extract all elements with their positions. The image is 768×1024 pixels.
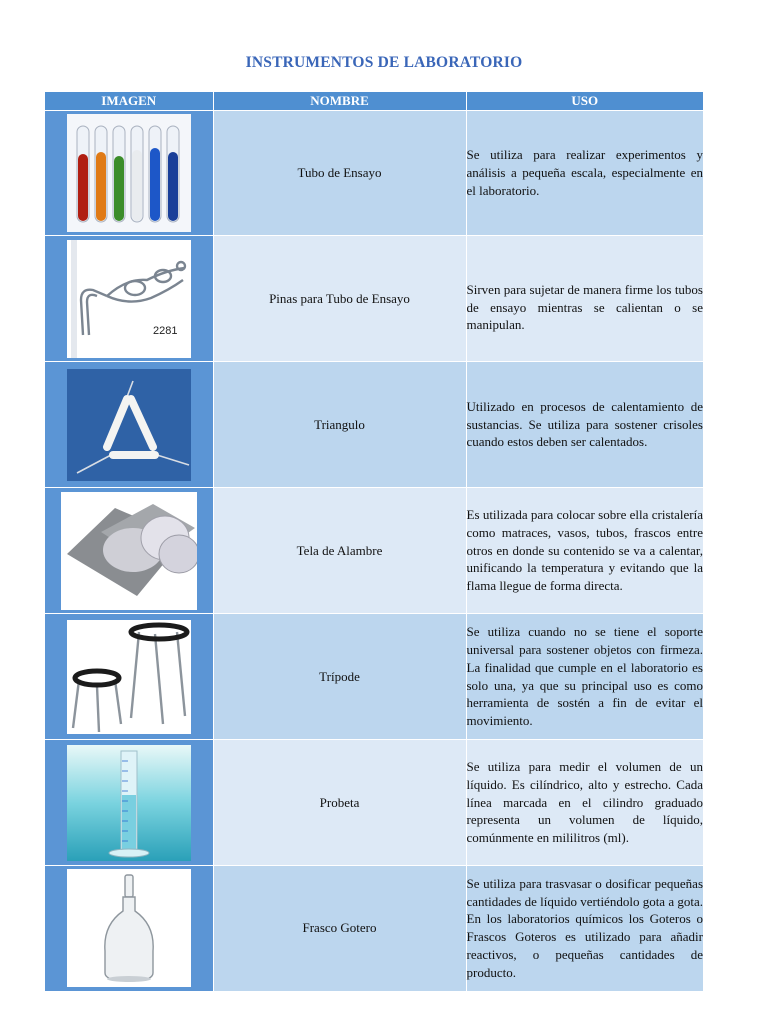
table-row: [45, 111, 703, 236]
instrument-name: Pinas para Tubo de Ensayo: [213, 236, 466, 362]
wire-gauze-image: [61, 492, 197, 610]
table-row: [45, 740, 703, 866]
image-cell: [45, 488, 213, 614]
table-header-row: [45, 92, 703, 111]
image-cell: [45, 614, 213, 740]
instrument-use: Se utiliza para medir el volumen de un líquido. Es cilíndrico, alto y estrecho. Cada línea marcada en el cilindro graduado representa un volumen de líquido, comúnmente en mililitros (ml).: [466, 740, 703, 866]
instrument-use: Se utiliza para trasvasar o dosificar pequeñas cantidades de líquido vertiéndolo gota a gota. En los laboratorios químicos los Goteros o Frascos Goteros es utilizado para añadir reactivos, o pequeñas cantidades de producto.: [466, 866, 703, 991]
instrument-use: Sirven para sujetar de manera firme los tubos de ensayo mientras se calientan o se manipulan.: [466, 236, 703, 362]
image-cell: [45, 740, 213, 866]
instrument-name: Frasco Gotero: [213, 866, 466, 991]
instrument-name: Trípode: [213, 614, 466, 740]
tongs-image-caption: 2281: [152, 324, 178, 337]
instrument-name: Tubo de Ensayo: [213, 111, 466, 236]
table-row: [45, 488, 703, 614]
instrument-name: Probeta: [213, 740, 466, 866]
table-row: [45, 614, 703, 740]
header-use: USO: [466, 92, 703, 111]
dropper-bottle-image: [67, 869, 191, 987]
test-tubes-image: [67, 114, 191, 232]
instrument-use: Se utiliza para realizar experimentos y análisis a pequeña escala, especialmente en el laboratorio.: [466, 111, 703, 236]
header-name: NOMBRE: [213, 92, 466, 111]
table-row: [45, 362, 703, 488]
table-row: [45, 866, 703, 991]
image-cell: [45, 236, 213, 362]
test-tube-tongs-image: [67, 240, 191, 358]
instrument-name: Triangulo: [213, 362, 466, 488]
graduated-cylinder-image: [67, 745, 191, 861]
tripod-image: [67, 620, 191, 734]
instruments-table: [45, 92, 703, 991]
image-cell: [45, 362, 213, 488]
instrument-use: Utilizado en procesos de calentamiento de sustancias. Se utiliza para sostener crisoles cuando estos deben ser calentados.: [466, 362, 703, 488]
clay-triangle-image: [67, 369, 191, 481]
header-image: IMAGEN: [45, 92, 213, 111]
table-row: [45, 236, 703, 362]
image-cell: [45, 111, 213, 236]
image-cell: [45, 866, 213, 991]
instrument-use: Se utiliza cuando no se tiene el soporte universal para sostener objetos con firmeza. La finalidad que cumple en el laboratorio es solo una, ya que su principal uso es como herramienta de sostén a fin de evitar el movimiento.: [466, 614, 703, 740]
instrument-name: Tela de Alambre: [213, 488, 466, 614]
instrument-use: Es utilizada para colocar sobre ella cristalería como matraces, vasos, tubos, frascos entre otros en donde su contenido se va a calentar, unificando la temperatura y evitando que la flama llegue de forma directa.: [466, 488, 703, 614]
document-title: INSTRUMENTOS DE LABORATORIO: [245, 54, 523, 71]
